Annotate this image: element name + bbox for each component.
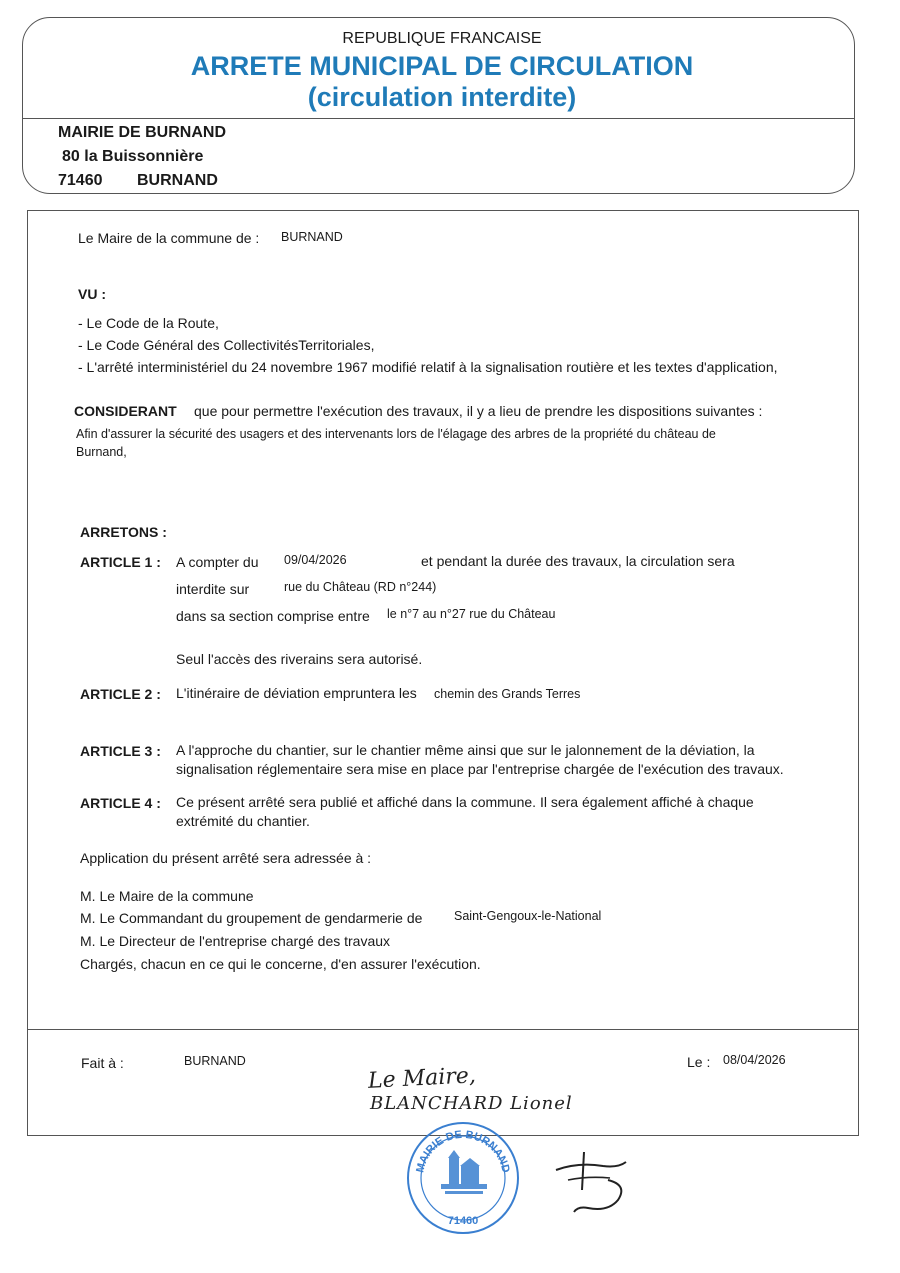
recipient-mayor: M. Le Maire de la commune [80,888,254,904]
article1-date: 09/04/2026 [284,553,347,567]
stamp-text: MAIRIE DE BURNAND [414,1128,512,1174]
sign-name: BLANCHARD Lionel [370,1093,573,1114]
vu-item-1: - Le Code de la Route, [78,315,219,331]
article4-line1: Ce présent arrêté sera publié et affiché dans la commune. Il sera également affiché à chaque [176,794,754,810]
article4-label: ARTICLE 4 : [80,795,161,811]
considerant-label: CONSIDERANT [74,403,177,419]
article4-line2: extrémité du chantier. [176,813,310,829]
considerant-text: que pour permettre l'exécution des travaux, il y a lieu de prendre les dispositions suivantes : [194,403,763,419]
article2-label: ARTICLE 2 : [80,686,161,702]
mairie-street: 80 la Buissonnière [62,148,204,165]
date-label: Le : [687,1054,711,1070]
recipient-gendarmerie: M. Le Commandant du groupement de gendarmerie de [80,910,423,926]
arretons-title: ARRETONS : [80,524,167,540]
article3-line1: A l'approche du chantier, sur le chantier même ainsi que sur le jalonnement de la déviation, la [176,742,755,758]
document-title: ARRETE MUNICIPAL DE CIRCULATION [190,51,694,81]
intro-label: Le Maire de la commune de : [78,230,260,246]
article1-road: rue du Château (RD n°244) [284,580,437,594]
mairie-city: BURNAND [137,172,218,189]
article2-text: L'itinéraire de déviation empruntera les [176,685,417,701]
vu-item-3: - L'arrêté interministériel du 24 novembre 1967 modifié relatif à la signalisation routière et les textes d'application, [78,359,778,375]
sign-title: Le Maire, [367,1063,477,1094]
article1-during: et pendant la durée des travaux, la circulation sera [421,553,735,569]
republic-label: REPUBLIQUE FRANCAISE [342,30,542,47]
done-at-label: Fait à : [81,1055,124,1071]
considerant-reason-1: Afin d'assurer la sécurité des usagers et des intervenants lors de l'élagage des arbres de la propriété du château de [76,427,716,441]
article1-label: ARTICLE 1 : [80,554,161,570]
article1-access: Seul l'accès des riverains sera autorisé. [176,651,423,667]
footer-divider [27,1029,859,1030]
done-at-value: BURNAND [184,1054,246,1068]
date-value: 08/04/2026 [723,1053,786,1067]
considerant-reason-2: Burnand, [76,445,127,459]
article3-line2: signalisation réglementaire sera mise en place par l'entreprise chargée de l'exécution des travaux. [176,761,784,777]
mairie-postcode: 71460 [58,172,103,189]
signature-scribble [548,1140,638,1230]
application-title: Application du présent arrêté sera adressée à : [80,850,372,866]
vu-title: VU : [78,286,106,302]
mairie-name: MAIRIE DE BURNAND [58,124,226,141]
stamp-postcode: 71460 [447,1215,479,1227]
article2-route: chemin des Grands Terres [434,687,581,701]
recipient-director: M. Le Directeur de l'entreprise chargé des travaux [80,933,391,949]
vu-item-2: - Le Code Général des CollectivitésTerritoriales, [78,337,375,353]
article1-from: A compter du [176,554,259,570]
mairie-stamp [405,1120,521,1236]
article1-section: dans sa section comprise entre [176,608,370,624]
intro-commune: BURNAND [281,230,343,244]
article1-forbidden-on: interdite sur [176,581,250,597]
article1-section-value: le n°7 au n°27 rue du Château [387,607,556,621]
article3-label: ARTICLE 3 : [80,743,161,759]
stamp-emblem [441,1150,487,1194]
document-subtitle: (circulation interdite) [307,82,577,112]
header-divider [22,118,855,119]
recipient-gendarmerie-place: Saint-Gengoux-le-National [454,909,602,923]
charged-text: Chargés, chacun en ce qui le concerne, d'en assurer l'exécution. [80,956,481,972]
